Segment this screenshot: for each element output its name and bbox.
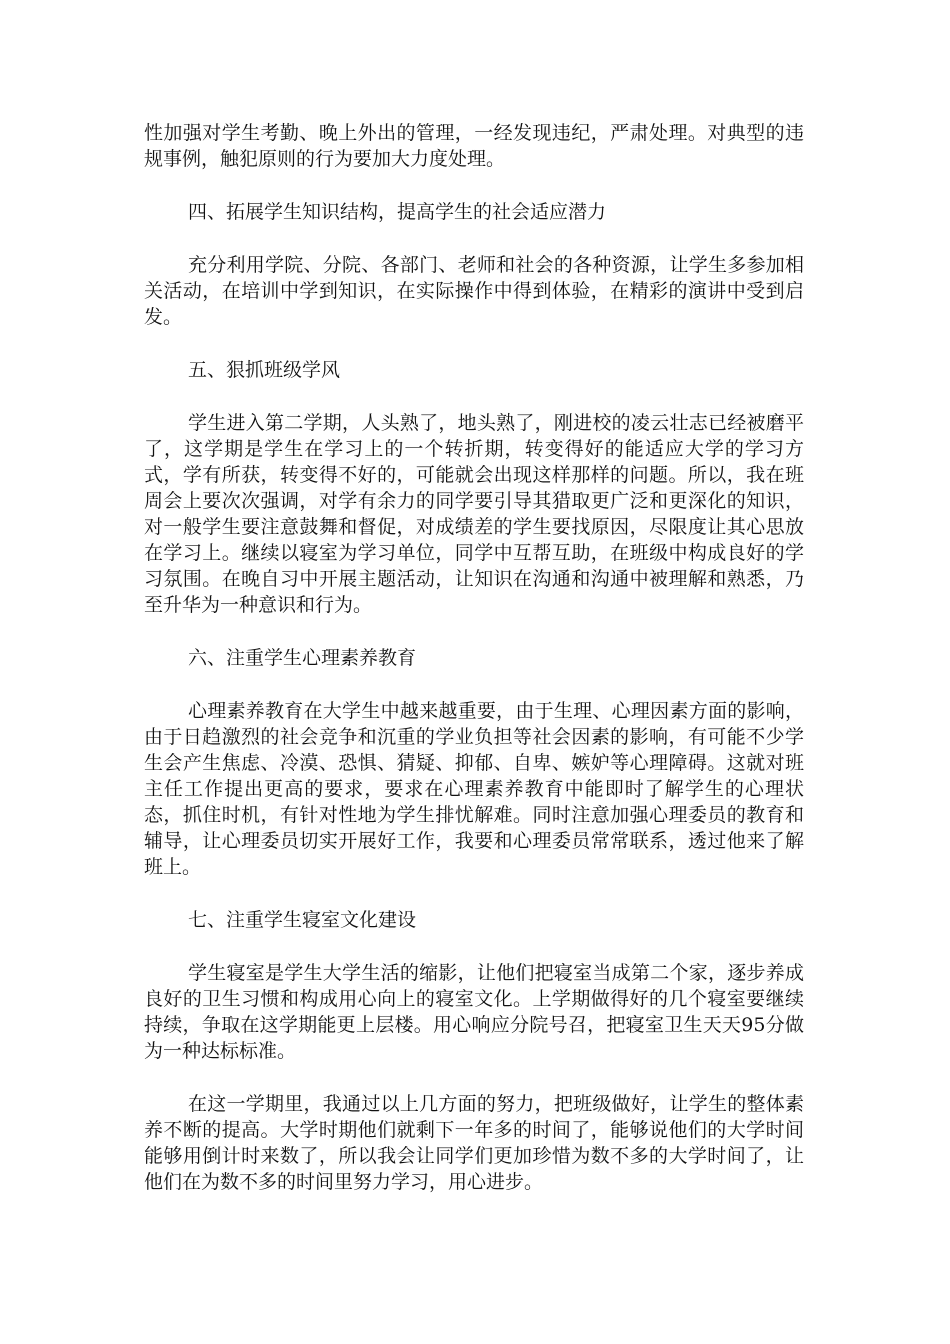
heading-section-6: 六、注重学生心理素养教育	[188, 647, 417, 669]
paragraph-section-4: 充分利用学院、分院、各部门、老师和社会的各种资源，让学生多参加相关活动，在培训中学到知识，在实际操作中得到体验，在精彩的演讲中受到启发。	[144, 254, 804, 328]
paragraph-section-7: 学生寝室是学生大学生活的缩影，让他们把寝室当成第二个家，逐步养成良好的卫生习惯和构成用心向上的寝室文化。上学期做得好的几个寝室要继续持续，争取在这学期能更上层楼。用心响应分院号召，把寝室卫生天天95分做为一种达标标准。	[144, 962, 804, 1062]
paragraph-section-6: 心理素养教育在大学生中越来越重要，由于生理、心理因素方面的影响，由于日趋激烈的社会竞争和沉重的学业负担等社会因素的影响，有可能不少学生会产生焦虑、冷漠、恐惧、猜疑、抑郁、自卑、嫉妒等心理障碍。这就对班主任工作提出更高的要求，要求在心理素养教育中能即时了解学生的心理状态，抓住时机，有针对性地为学生排忧解难。同时注意加强心理委员的教育和辅导，让心理委员切实开展好工作，我要和心理委员常常联系，透过他来了解班上。	[144, 700, 804, 878]
paragraph-conclusion: 在这一学期里，我通过以上几方面的努力，把班级做好，让学生的整体素养不断的提高。大学时期他们就剩下一年多的时间了，能够说他们的大学时间能够用倒计时来数了，所以我会让同学们更加珍惜为数不多的大学时间了，让他们在为数不多的时间里努力学习，用心进步。	[144, 1093, 804, 1193]
paragraph-discipline-continued: 性加强对学生考勤、晚上外出的管理，一经发现违纪，严肃处理。对典型的违规事例，触犯原则的行为要加大力度处理。	[144, 122, 804, 170]
document-page	[144, 120, 804, 1195]
paragraph-section-5: 学生进入第二学期，人头熟了，地头熟了，刚进校的凌云壮志已经被磨平了，这学期是学生在学习上的一个转折期，转变得好的能适应大学的学习方式，学有所获，转变得不好的，可能就会出现这样那样的问题。所以，我在班周会上要次次强调，对学有余力的同学要引导其猎取更广泛和更深化的知识，对一般学生要注意鼓舞和督促，对成绩差的学生要找原因，尽限度让其心思放在学习上。继续以寝室为学习单位，同学中互帮互助，在班级中构成良好的学习氛围。在晚自习中开展主题活动，让知识在沟通和沟通中被理解和熟悉，乃至升华为一种意识和行为。	[144, 412, 804, 616]
heading-section-7: 七、注重学生寝室文化建设	[188, 909, 417, 931]
heading-section-4: 四、拓展学生知识结构，提高学生的社会适应潜力	[188, 201, 607, 223]
heading-section-5: 五、狠抓班级学风	[188, 359, 341, 381]
